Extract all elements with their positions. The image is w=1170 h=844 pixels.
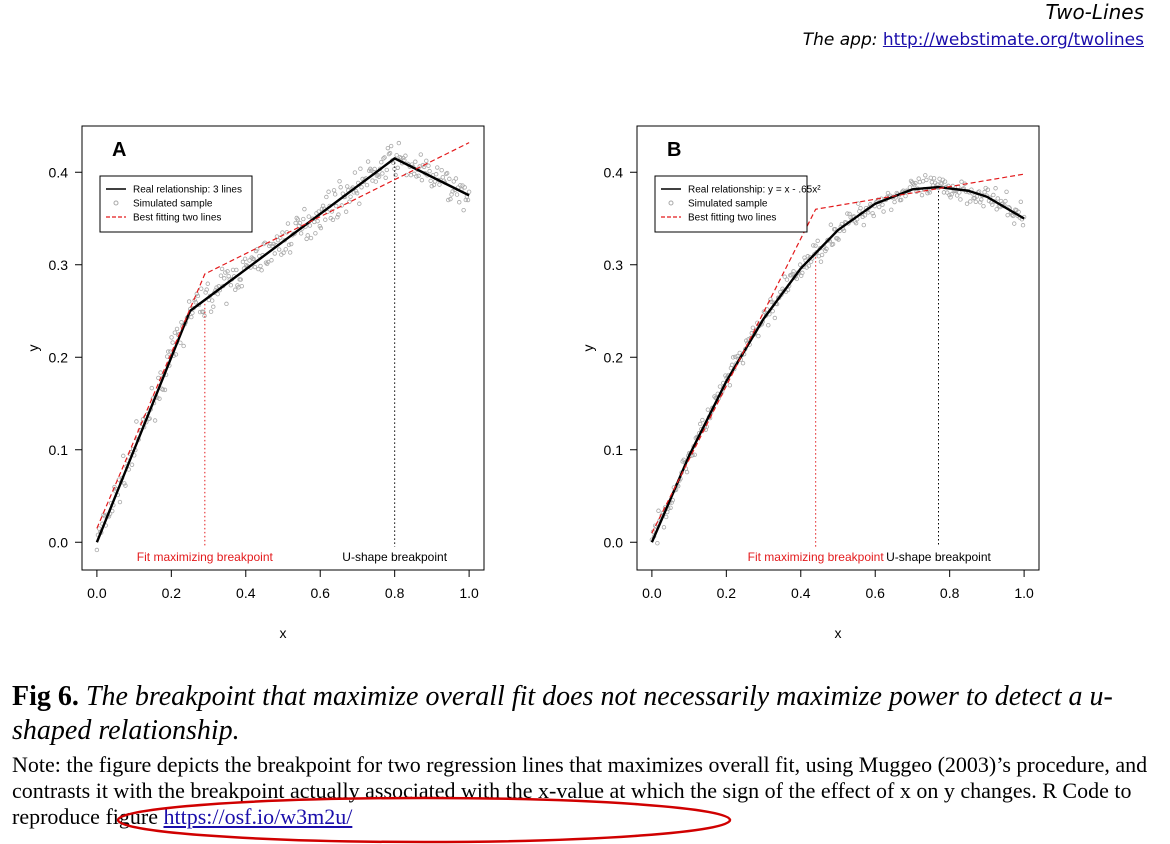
data-point: [338, 179, 342, 183]
x-tick-label: 0.8: [384, 585, 405, 601]
data-point: [211, 305, 215, 309]
data-point: [225, 302, 229, 306]
data-point: [385, 168, 389, 172]
x-axis-label: x: [834, 625, 842, 641]
data-point: [664, 515, 668, 519]
data-point: [420, 178, 424, 182]
data-point: [344, 210, 348, 214]
data-point: [206, 282, 210, 286]
header-app-line: [803, 30, 1144, 50]
data-point: [859, 206, 863, 210]
data-point: [277, 248, 281, 252]
data-point: [424, 159, 428, 163]
data-point: [229, 283, 233, 287]
data-point: [816, 239, 820, 243]
data-point: [288, 251, 292, 255]
data-point: [121, 454, 125, 458]
data-point: [881, 203, 885, 207]
data-point: [820, 253, 824, 257]
data-point: [173, 331, 177, 335]
chart-panel-a: [20, 110, 580, 650]
data-point: [209, 310, 213, 314]
data-point: [974, 200, 978, 204]
data-point: [360, 185, 364, 189]
data-point: [286, 222, 290, 226]
data-point: [819, 260, 823, 264]
data-point: [384, 176, 388, 180]
data-point: [1021, 223, 1025, 227]
data-point: [339, 185, 343, 189]
figure-note: [12, 752, 1162, 830]
breakpoint-label: U-shape breakpoint: [886, 549, 991, 564]
breakpoint-label: Fit maximizing breakpoint: [747, 549, 884, 564]
data-point: [814, 244, 818, 248]
data-point: [427, 164, 431, 168]
data-point: [718, 385, 722, 389]
data-point: [327, 190, 331, 194]
data-point: [446, 198, 450, 202]
figure-title: The breakpoint that maximize overall fit does not necessarily maximize power to detect a u-shaped relationship.: [12, 681, 1113, 746]
data-point: [302, 217, 306, 221]
data-point: [130, 463, 134, 467]
data-point: [332, 188, 336, 192]
data-point: [969, 200, 973, 204]
data-point: [785, 278, 789, 282]
data-point: [757, 334, 761, 338]
x-tick-label: 0.4: [236, 585, 256, 601]
data-point: [773, 316, 777, 320]
data-point: [467, 190, 471, 194]
y-tick-label: 0.4: [603, 164, 623, 181]
data-point: [806, 254, 810, 258]
data-point: [959, 198, 963, 202]
data-point: [982, 204, 986, 208]
data-point: [165, 355, 169, 359]
data-point: [741, 361, 745, 365]
y-tick-label: 0.4: [48, 164, 68, 181]
data-point: [893, 200, 897, 204]
data-point: [994, 186, 998, 190]
data-point: [243, 257, 247, 261]
panel-label: B: [667, 139, 682, 161]
data-point: [281, 231, 285, 235]
app-label: The app:: [802, 30, 878, 50]
data-point: [314, 231, 318, 235]
data-point: [448, 177, 452, 181]
data-point: [294, 221, 298, 225]
data-point: [434, 172, 438, 176]
x-tick-label: 0.2: [716, 585, 737, 601]
data-point: [381, 172, 385, 176]
data-point: [153, 419, 157, 423]
data-point: [303, 207, 307, 211]
app-link[interactable]: http://webstimate.org/twolines: [882, 30, 1144, 50]
data-point: [284, 248, 288, 252]
data-point: [158, 397, 162, 401]
x-tick-label: 1.0: [1014, 585, 1034, 601]
data-point: [429, 179, 433, 183]
data-point: [738, 351, 742, 355]
data-point: [920, 193, 924, 197]
data-point: [260, 268, 264, 272]
data-point: [923, 173, 927, 177]
data-point: [417, 174, 421, 178]
legend-entry: Simulated sample: [133, 198, 213, 210]
data-point: [353, 171, 357, 175]
data-point: [882, 210, 886, 214]
data-point: [95, 548, 99, 552]
data-point: [701, 418, 705, 422]
data-point: [233, 288, 237, 292]
data-point: [877, 205, 881, 209]
data-point: [359, 167, 363, 171]
data-point: [175, 327, 179, 331]
y-tick-label: 0.2: [603, 349, 623, 366]
data-point: [345, 185, 349, 189]
header-title: Two-Lines: [1045, 0, 1144, 24]
data-point: [669, 506, 673, 510]
data-point: [798, 263, 802, 267]
data-point: [309, 236, 313, 240]
legend-entry: Real relationship: 3 lines: [133, 184, 242, 196]
y-tick-label: 0.0: [48, 534, 68, 551]
data-point: [462, 208, 466, 212]
data-point: [386, 146, 390, 150]
data-point: [349, 195, 353, 199]
data-point: [397, 141, 401, 145]
data-point: [216, 292, 220, 296]
data-point: [685, 470, 689, 474]
data-point: [289, 242, 293, 246]
data-point: [150, 386, 154, 390]
data-point: [992, 193, 996, 197]
x-tick-label: 0.8: [939, 585, 960, 601]
data-point: [454, 177, 458, 181]
data-point: [306, 234, 310, 238]
x-tick-label: 0.4: [791, 585, 811, 601]
data-point: [662, 525, 666, 529]
data-point: [163, 388, 167, 392]
data-point: [1012, 222, 1016, 226]
chart-panel-b: [575, 110, 1135, 650]
data-point: [170, 336, 174, 340]
data-point: [135, 420, 139, 424]
data-point: [889, 208, 893, 212]
data-point: [862, 223, 866, 227]
data-point: [299, 232, 303, 236]
data-point: [171, 341, 175, 345]
data-point: [396, 166, 400, 170]
data-point: [358, 202, 362, 206]
data-point: [365, 183, 369, 187]
data-point: [730, 363, 734, 367]
data-point: [220, 267, 224, 271]
data-point: [428, 169, 432, 173]
data-point: [435, 166, 439, 170]
data-point: [419, 153, 423, 157]
y-tick-label: 0.1: [48, 441, 68, 458]
data-point: [219, 274, 223, 278]
data-point: [379, 160, 383, 164]
data-point: [118, 500, 122, 504]
y-tick-label: 0.3: [603, 256, 623, 273]
x-tick-label: 1.0: [459, 585, 479, 601]
data-point: [706, 408, 710, 412]
data-point: [199, 287, 203, 291]
x-tick-label: 0.2: [161, 585, 182, 601]
data-point: [187, 300, 191, 304]
data-point: [965, 202, 969, 206]
data-point: [438, 183, 442, 187]
figure-label: Fig 6.: [12, 681, 79, 712]
data-point: [366, 160, 370, 164]
x-tick-label: 0.0: [87, 585, 107, 601]
data-point: [305, 237, 309, 241]
data-point: [449, 197, 453, 201]
data-point: [728, 383, 732, 387]
data-point: [829, 223, 833, 227]
y-tick-label: 0.3: [48, 256, 68, 273]
data-point: [693, 453, 697, 457]
data-point: [457, 200, 461, 204]
breakpoint-label: U-shape breakpoint: [342, 549, 448, 564]
y-axis-label: y: [25, 344, 41, 352]
y-tick-label: 0.1: [603, 441, 623, 458]
data-point: [831, 242, 835, 246]
data-point: [325, 195, 329, 199]
code-link[interactable]: https://osf.io/w3m2u/: [163, 804, 353, 829]
data-point: [766, 323, 770, 327]
data-point: [404, 154, 408, 158]
data-point: [1005, 190, 1009, 194]
data-point: [656, 541, 660, 545]
note-text: Note: the figure depicts the breakpoint for two regression lines that maximizes overall fit, using Muggeo (2003)’s procedure, and contrasts it with the breakpoint actually associated with the x-value at which the sign of the effect of x on y changes.: [12, 752, 1148, 803]
data-point: [925, 178, 929, 182]
data-point: [455, 193, 459, 197]
data-point: [440, 168, 444, 172]
data-point: [259, 264, 263, 268]
y-tick-label: 0.0: [603, 534, 623, 551]
x-tick-label: 0.6: [865, 585, 885, 601]
data-point: [179, 341, 183, 345]
y-axis-label: y: [580, 344, 596, 352]
data-point: [958, 191, 962, 195]
y-tick-label: 0.2: [48, 349, 68, 366]
code-text: R Code to reproduce figure: [12, 778, 1132, 829]
data-point: [273, 252, 277, 256]
data-point: [222, 277, 226, 281]
legend-entry: Best fitting two lines: [133, 212, 222, 224]
data-point: [333, 193, 337, 197]
legend-entry: Simulated sample: [688, 198, 768, 210]
legend-entry: Real relationship: y = x - .65x²: [688, 184, 821, 196]
legend-entry: Best fitting two lines: [688, 212, 777, 224]
data-point: [1004, 199, 1008, 203]
data-point: [1006, 213, 1010, 217]
data-point: [414, 160, 418, 164]
x-tick-label: 0.0: [642, 585, 662, 601]
data-point: [323, 218, 327, 222]
data-point: [1019, 200, 1023, 204]
figure-caption: [12, 680, 1162, 748]
data-point: [996, 197, 1000, 201]
x-axis-label: x: [279, 625, 287, 641]
data-point: [445, 171, 449, 175]
data-point: [983, 190, 987, 194]
data-point: [270, 258, 274, 262]
data-point: [657, 509, 661, 513]
x-tick-label: 0.6: [310, 585, 330, 601]
data-point: [287, 243, 291, 247]
panel-label: A: [112, 139, 127, 161]
data-point: [240, 284, 244, 288]
breakpoint-label: Fit maximizing breakpoint: [136, 549, 273, 564]
data-point: [374, 180, 378, 184]
data-point: [698, 422, 702, 426]
data-point: [389, 144, 393, 148]
data-point: [182, 344, 186, 348]
data-point: [308, 224, 312, 228]
